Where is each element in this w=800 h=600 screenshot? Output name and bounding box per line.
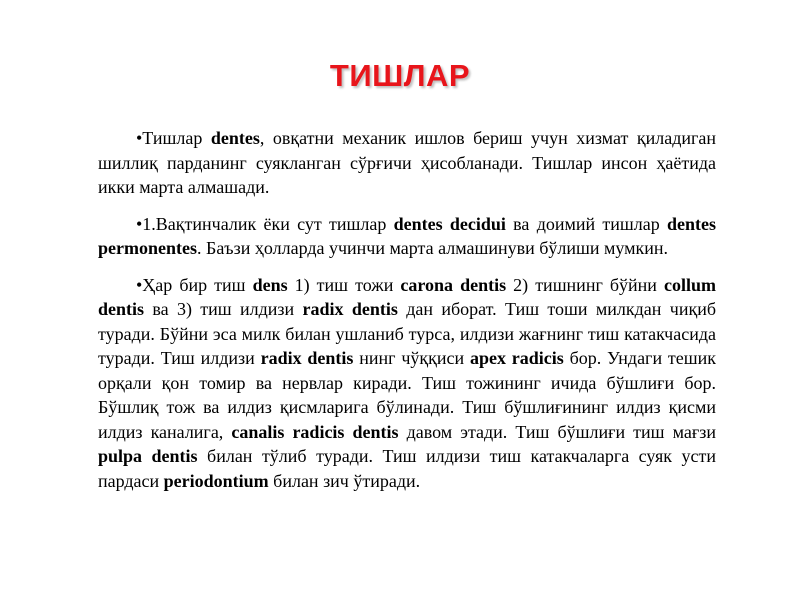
text-run: билан тўлиб туради. Тиш илдизи тиш катакчаларга суяк усти пардаси xyxy=(98,446,716,491)
latin-term: apex radicis xyxy=(469,348,564,368)
text-run: 1) тиш тожи xyxy=(287,274,401,295)
text-run: •Тишлар xyxy=(136,128,211,148)
paragraph-1 xyxy=(98,126,716,200)
text-run: 2) тишнинг бўйни xyxy=(506,274,664,295)
paragraph-2 xyxy=(98,212,716,261)
text-run: бор. Ундаги тешик орқали қон томир ва нервлар киради. Тиш тожининг ичида бўшлиғи бор. Бўшлиқ тож ва илдиз қисмларига бўлинади. Тиш бўшлиғининг илдиз қисми илдиз каналига, xyxy=(98,348,716,442)
latin-term: collum dentis xyxy=(98,274,716,319)
latin-term: radix dentis xyxy=(260,348,354,368)
latin-term: dentes xyxy=(210,128,260,148)
text-run: . Баъзи ҳолларда учинчи марта алмашинуви бўлиши мумкин. xyxy=(196,238,669,258)
text-run: ва 3) тиш илдизи xyxy=(144,299,303,319)
text-run: давом этади. Тиш бўшлиғи тиш мағзи xyxy=(398,421,716,442)
latin-term: carona dentis xyxy=(400,274,507,295)
latin-term: pulpa dentis xyxy=(98,446,198,466)
latin-term: dentes decidui xyxy=(393,213,506,234)
text-run: билан зич ўтиради. xyxy=(268,470,421,491)
text-run: ва доимий тишлар xyxy=(505,213,667,234)
text-run: •1.Вақтинчалик ёки сут тишлар xyxy=(136,213,394,234)
slide-title: ТИШЛАР xyxy=(329,58,471,93)
latin-term: radix dentis xyxy=(302,299,398,319)
text-run: нинг чўққиси xyxy=(353,348,470,368)
latin-term: periodontium xyxy=(163,470,269,491)
text-run: •Ҳар бир тиш xyxy=(136,274,253,295)
latin-term: dens xyxy=(252,274,288,295)
text-run: , овқатни механик ишлов бериш учун хизмат қиладиган шиллиқ парданинг суякланган сўрғичи ҳисобланади. Тишлар инсон ҳаётида икки марта алмашади. xyxy=(98,128,716,197)
latin-term: dentes permonentes xyxy=(98,213,716,258)
paragraph-3 xyxy=(98,273,716,494)
slide-body xyxy=(98,126,716,505)
latin-term: canalis radicis dentis xyxy=(231,421,399,442)
text-run: дан иборат. Тиш тоши милкдан чиқиб туради. Бўйни эса милк билан ушланиб турса, илдизи жағнинг тиш катакчасида туради. Тиш илдизи xyxy=(98,299,716,368)
